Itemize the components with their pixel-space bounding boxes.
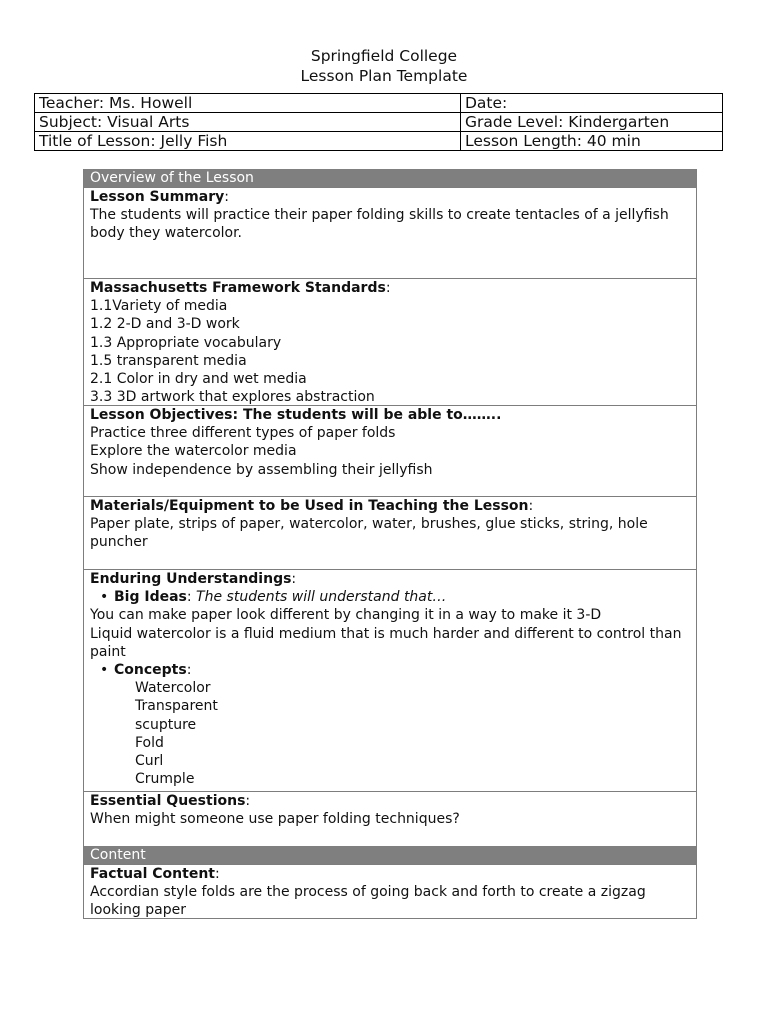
lesson-summary-text: The students will practice their paper folding skills to create tentacles of a jellyfish body they watercolor. [90, 207, 669, 242]
essential-label: Essential Questions [90, 793, 246, 809]
subject-cell: Subject: Visual Arts [35, 113, 461, 132]
concepts-label: Concepts [114, 662, 187, 679]
standard-item: 1.1Variety of media [90, 298, 228, 315]
materials-section: Materials/Equipment to be Used in Teaching the Lesson: Paper plate, strips of paper, watercolor, water, brushes, glue sticks, string, hole puncher [84, 496, 696, 569]
concept-item: Curl [135, 753, 164, 770]
essential-text: When might someone use paper folding techniques? [90, 811, 460, 828]
concept-item: Watercolor [135, 680, 211, 697]
concept-item: Fold [135, 734, 164, 751]
lesson-overview-box [83, 169, 697, 919]
standard-item: 1.5 transparent media [90, 352, 247, 369]
table-row [35, 94, 723, 113]
concept-item: Transparent [135, 698, 218, 715]
lesson-header-table [34, 93, 723, 151]
table-row [35, 132, 723, 151]
teacher-cell: Teacher: Ms. Howell [35, 94, 461, 113]
date-cell: Date: [461, 94, 723, 113]
standard-item: 1.2 2-D and 3-D work [90, 316, 240, 333]
materials-label: Materials/Equipment to be Used in Teaching the Lesson [90, 498, 529, 514]
enduring-label: Enduring Understandings [90, 571, 292, 587]
factual-label: Factual Content [90, 866, 215, 882]
document-subtitle: Lesson Plan Template [300, 67, 468, 85]
big-ideas-prompt: The students will understand that… [196, 589, 447, 606]
standard-item: 2.1 Color in dry and wet media [90, 371, 307, 388]
standard-item: 1.3 Appropriate vocabulary [90, 334, 282, 351]
objective-item: Explore the watercolor media [90, 443, 297, 460]
big-ideas-label: Big Ideas [114, 589, 187, 606]
standards-label: Massachusetts Framework Standards [90, 280, 386, 296]
concept-item: scupture [135, 716, 197, 733]
lesson-summary-label: Lesson Summary [90, 189, 225, 205]
objective-item: Show independence by assembling their jellyfish [90, 461, 433, 478]
table-row [35, 113, 723, 132]
grade-cell: Grade Level: Kindergarten [461, 113, 723, 132]
enduring-statement: Liquid watercolor is a fluid medium that is much harder and different to control than paint [90, 625, 682, 660]
content-section-bar: Content [84, 846, 696, 864]
enduring-statement: You can make paper look different by changing it in a way to make it 3-D [90, 607, 602, 624]
factual-content-section: Factual Content: Accordian style folds are the process of going back and forth to create a zigzag looking paper [84, 864, 696, 919]
objectives-label: Lesson Objectives: The students will be able to…….. [90, 407, 502, 423]
factual-text: Accordian style folds are the process of going back and forth to create a zigzag looking paper [90, 884, 646, 919]
lesson-title-cell: Title of Lesson: Jelly Fish [35, 132, 461, 151]
objective-item: Practice three different types of paper folds [90, 425, 396, 442]
objectives-section [84, 405, 696, 496]
standard-item: 3.3 3D artwork that explores abstraction [90, 389, 375, 406]
overview-section-bar: Overview of the Lesson [84, 169, 696, 187]
standards-section: Massachusetts Framework Standards: 1.1Variety of media 1.2 2-D and 3-D work 1.3 Appropriate vocabulary 1.5 transparent media 2.1 Color in dry and wet media 3.3 3D artwork that explores abstraction [84, 278, 696, 405]
enduring-understandings-section: Enduring Understandings: • Big Ideas: The students will understand that… You can make paper look different by changing it in a way to make it 3-D Liquid watercolor is a fluid medium that is much harder and different to control than paint • Concepts: Watercolor Transparent scupture Fold Curl Crumple [84, 569, 696, 791]
lesson-summary-section: Lesson Summary: The students will practice their paper folding skills to create tentacles of a jellyfish body they watercolor. [84, 187, 696, 278]
materials-text: Paper plate, strips of paper, watercolor, water, brushes, glue sticks, string, hole puncher [90, 516, 648, 551]
lesson-length-cell: Lesson Length: 40 min [461, 132, 723, 151]
document-title: Springfield College [310, 47, 458, 65]
essential-questions-section: Essential Questions: When might someone use paper folding techniques? [84, 791, 696, 846]
concept-item: Crumple [135, 771, 195, 788]
